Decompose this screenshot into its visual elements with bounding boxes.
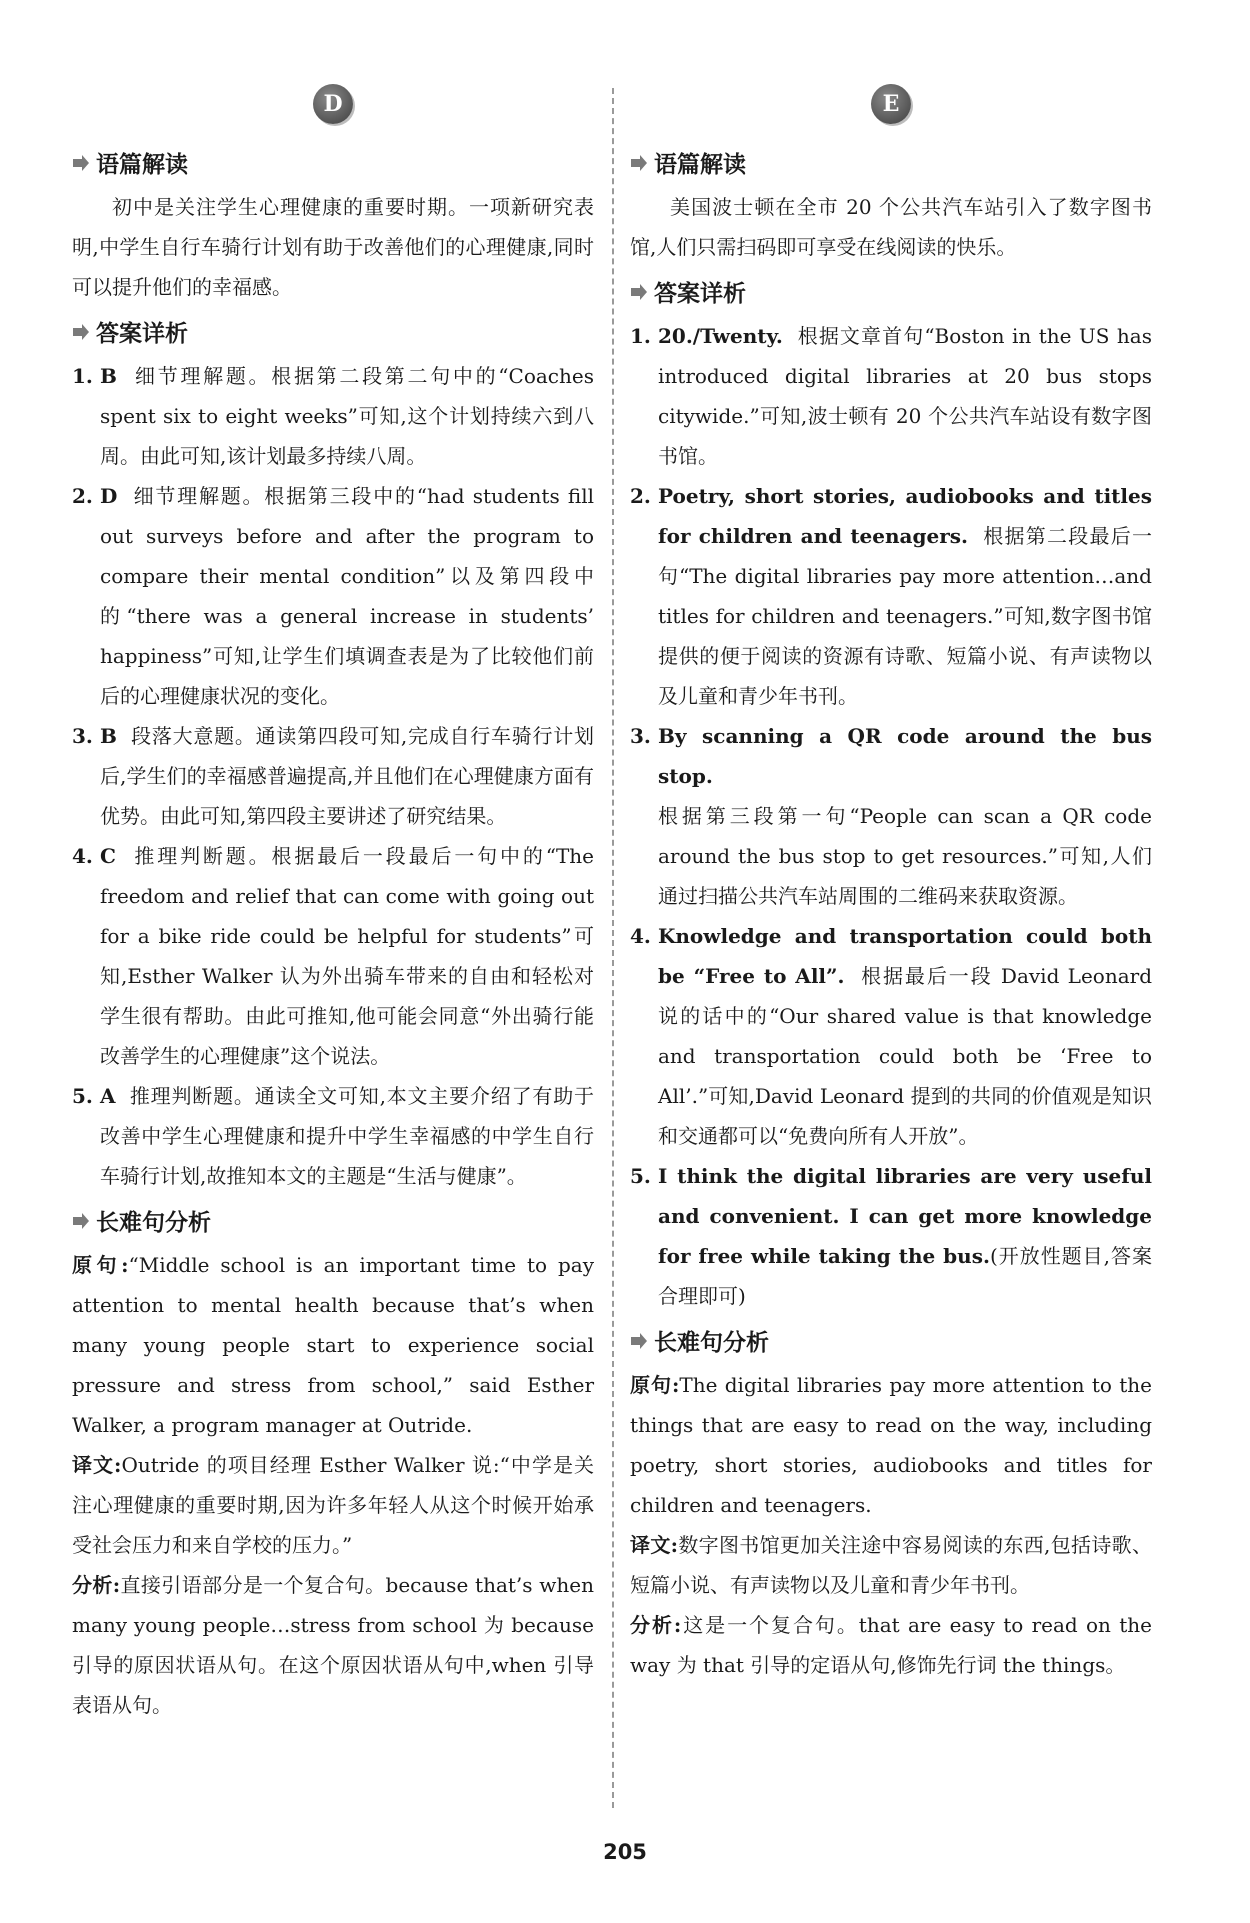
- difficult-sentence-heading: 长难句分析: [72, 1204, 594, 1237]
- passage-summary: 初中是关注学生心理健康的重要时期。一项新研究表明,中学生自行车骑行计划有助于改善他们的心理健康,同时可以提升他们的幸福感。: [72, 195, 594, 299]
- passage-interpretation-heading: 语篇解读: [630, 146, 1152, 179]
- answer-item: 2. D 细节理解题。根据第三段中的“had students fill out surveys before and after the program to compare their mental condition”以及第四段中的“there was a general increase in students’ happiness”可知,让学生们填调查表是为了比较他们前后的心理健康状况的变化。: [72, 484, 594, 708]
- section-badge-d: D: [313, 84, 353, 124]
- column-divider: [612, 88, 614, 1808]
- difficult-sentence-heading: 长难句分析: [630, 1324, 1152, 1357]
- translation: 译文:数字图书馆更加关注途中容易阅读的东西,包括诗歌、短篇小说、有声读物以及儿童和青少年书刊。: [630, 1533, 1153, 1597]
- answer-list: [72, 356, 594, 1196]
- section-arrow-icon: [630, 155, 648, 171]
- page-number: 205: [603, 1840, 647, 1864]
- section-arrow-icon: [72, 155, 90, 171]
- answer-analysis-heading: 答案详析: [72, 315, 594, 348]
- answer-item: 1. 20./Twenty. 根据文章首句“Boston in the US has introduced digital libraries at 20 bus stops citywide.”可知,波士顿有 20 个公共汽车站设有数字图书馆。: [630, 324, 1152, 468]
- answer-item: 1. B 细节理解题。根据第二段第二句中的“Coaches spent six to eight weeks”可知,这个计划持续六到八周。由此可知,该计划最多持续八周。: [72, 364, 594, 468]
- answer-item: 2. Poetry, short stories, audiobooks and titles for children and teenagers. 根据第二段最后一句“The digital libraries pay more attention…and titles for children and teenagers.”可知,数字图书馆提供的便于阅读的资源有诗歌、短篇小说、有声读物以及儿童和青少年书刊。: [630, 484, 1153, 708]
- right-column: [630, 70, 1152, 1685]
- original-sentence: 原句:The digital libraries pay more attention to the things that are easy to read on the way, including poetry, short stories, audiobooks and titles for children and teenagers.: [630, 1373, 1153, 1517]
- passage-interpretation-heading: 语篇解读: [72, 146, 594, 179]
- left-column: [72, 70, 594, 1725]
- answer-item: 4. C 推理判断题。根据最后一段最后一句中的“The freedom and relief that can come with going out for a bike ride could be helpful for students”可知,Esther Walker 认为外出骑车带来的自由和轻松对学生很有帮助。由此可推知,他可能会同意“外出骑行能改善学生的心理健康”这个说法。: [72, 844, 595, 1068]
- answer-item: 5. I think the digital libraries are very useful and convenient. I can get more knowledge for free while taking the bus.(开放性题目,答案合理即可): [630, 1164, 1152, 1308]
- answer-item: 3. By scanning a QR code around the bus stop. 根据第三段第一句“People can scan a QR code around the bus stop to get resources.”可知,人们通过扫描公共汽车站周围的二维码来获取资源。: [630, 724, 1152, 908]
- section-arrow-icon: [630, 284, 648, 300]
- answer-analysis-heading: 答案详析: [630, 275, 1152, 308]
- translation: 译文:Outride 的项目经理 Esther Walker 说:“中学是关注心理健康的重要时期,因为许多年轻人从这个时候开始承受社会压力和来自学校的压力。”: [72, 1453, 594, 1557]
- section-arrow-icon: [72, 324, 90, 340]
- answer-item: 5. A 推理判断题。通读全文可知,本文主要介绍了有助于改善中学生心理健康和提升中学生幸福感的中学生自行车骑行计划,故推知本文的主题是“生活与健康”。: [72, 1084, 595, 1188]
- section-badge-e: E: [871, 84, 911, 124]
- original-sentence: 原句:“Middle school is an important time to pay attention to mental health because that’s when many young people start to experience social pressure and stress from school,” said Esther Walker, a program manager at Outride.: [72, 1253, 594, 1437]
- passage-summary: 美国波士顿在全市 20 个公共汽车站引入了数字图书馆,人们只需扫码即可享受在线阅读的快乐。: [630, 195, 1152, 259]
- answer-item: 3. B 段落大意题。通读第四段可知,完成自行车骑行计划后,学生们的幸福感普遍提高,并且他们在心理健康方面有优势。由此可知,第四段主要讲述了研究结果。: [72, 724, 594, 828]
- section-arrow-icon: [630, 1333, 648, 1349]
- analysis: 分析:这是一个复合句。that are easy to read on the way 为 that 引导的定语从句,修饰先行词 the things。: [630, 1613, 1152, 1677]
- analysis: 分析:直接引语部分是一个复合句。because that’s when many young people…stress from school 为 because 引导的原因状语从句。在这个原因状语从句中,when 引导表语从句。: [72, 1573, 594, 1717]
- answer-item: 4. Knowledge and transportation could both be “Free to All”. 根据最后一段 David Leonard 说的话中的“Our shared value is that knowledge and transportation could both be ‘Free to All’.”可知,David Leonard 提到的共同的价值观是知识和交通都可以“免费向所有人开放”。: [630, 924, 1152, 1148]
- section-arrow-icon: [72, 1213, 90, 1229]
- answer-list: [630, 316, 1152, 1316]
